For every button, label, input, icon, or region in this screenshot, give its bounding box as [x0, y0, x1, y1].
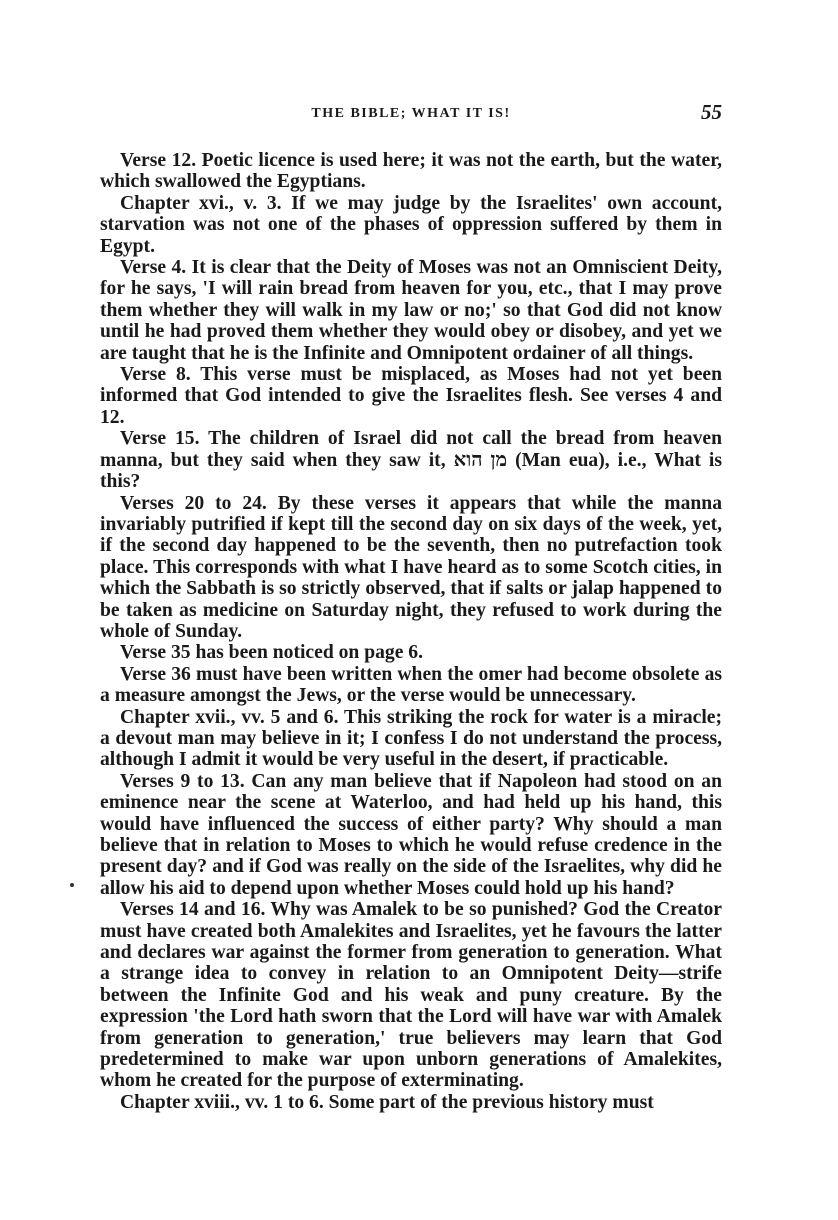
paragraph-chapter-xvii: Chapter xvii., vv. 5 and 6. This striking the rock for water is a miracle; a devout man may believe in it; I confess I do not understand the process, although I admit it would be very useful in the desert, if practicable. — [100, 706, 722, 771]
paragraph-verse-4: Verse 4. It is clear that the Deity of Moses was not an Omniscient Deity, for he says, 'I will rain bread from heaven for you, etc., that I may prove them whether they will walk in my law or no;' so that God did not know until he had proved them whether they would obey or disobey, and yet we are taught that he is the Infinite and Omnipotent ordainer of all things. — [100, 257, 722, 364]
page-number: 55 — [701, 100, 722, 124]
running-head — [100, 100, 722, 130]
paragraph-verse-35: Verse 35 has been noticed on page 6. — [120, 642, 423, 664]
paragraph-chapter-xvi-verse-3: Chapter xvi., v. 3. If we may judge by the Israelites' own account, starvation was not one of the phases of oppression suffered by them in Egypt. — [100, 192, 722, 257]
paragraph-verse-12: Verse 12. Poetic licence is used here; it was not the earth, but the water, which swallowed the Egyptians. — [100, 150, 722, 193]
paragraph-chapter-xviii: Chapter xviii., vv. 1 to 6. Some part of the previous history must — [120, 1091, 654, 1113]
paragraph-verses-9-13: Verses 9 to 13. Can any man believe that if Napoleon had stood on an eminence near the scene at Waterloo, and had held up his hand, this would have influenced the success of either party? Why should a man believe that in relation to Moses to which he would refuse credence in the present day? and if God was really on the side of the Israelites, why did he allow his aid to depend upon whether Moses could hold up his hand? — [100, 770, 722, 899]
paragraph-verse-8: Verse 8. This verse must be misplaced, as Moses had not yet been informed that God intended to give the Israelites flesh. See verses 4 and 12. — [100, 364, 722, 428]
body-text — [100, 150, 722, 1113]
running-title: THE BIBLE; WHAT IT IS! — [311, 106, 511, 121]
paragraph-verse-15: Verse 15. The children of Israel did not call the bread from heaven manna, but they said when they saw it, מן הוא (Man eua), i.e., What is this? — [100, 428, 723, 493]
paragraph-verses-20-24: Verses 20 to 24. By these verses it appears that while the manna invariably putrified if kept till the second day on six days of the week, yet, if the second day happened to be the seventh, then no putrefaction took place. This corresponds with what I have heard as to some Scotch cities, in which the Sabbath is so strictly observed, that if salts or jalap happened to be taken as medicine on Saturday night, they refused to work during the whole of Sunday. — [100, 492, 722, 642]
book-page — [100, 100, 722, 1113]
paragraph-verse-36: Verse 36 must have been written when the omer had become obsolete as a measure amongst the Jews, or the verse would be unnecessary. — [100, 663, 722, 707]
paragraph-verses-14-16: Verses 14 and 16. Why was Amalek to be so punished? God the Creator must have created both Amalekites and Israelites, yet he favours the latter and declares war against the former from generation to generation. What a strange idea to convey in relation to an Omnipotent Deity—strife between the Infinite God and his weak and puny creature. By the expression 'the Lord hath sworn that the Lord will have war with Amalek from generation to generation,' true believers may learn that God predetermined to make war upon unborn generations of Amalekites, whom he created for the purpose of exterminating. — [100, 899, 722, 1092]
stray-ink-dot — [70, 883, 74, 887]
